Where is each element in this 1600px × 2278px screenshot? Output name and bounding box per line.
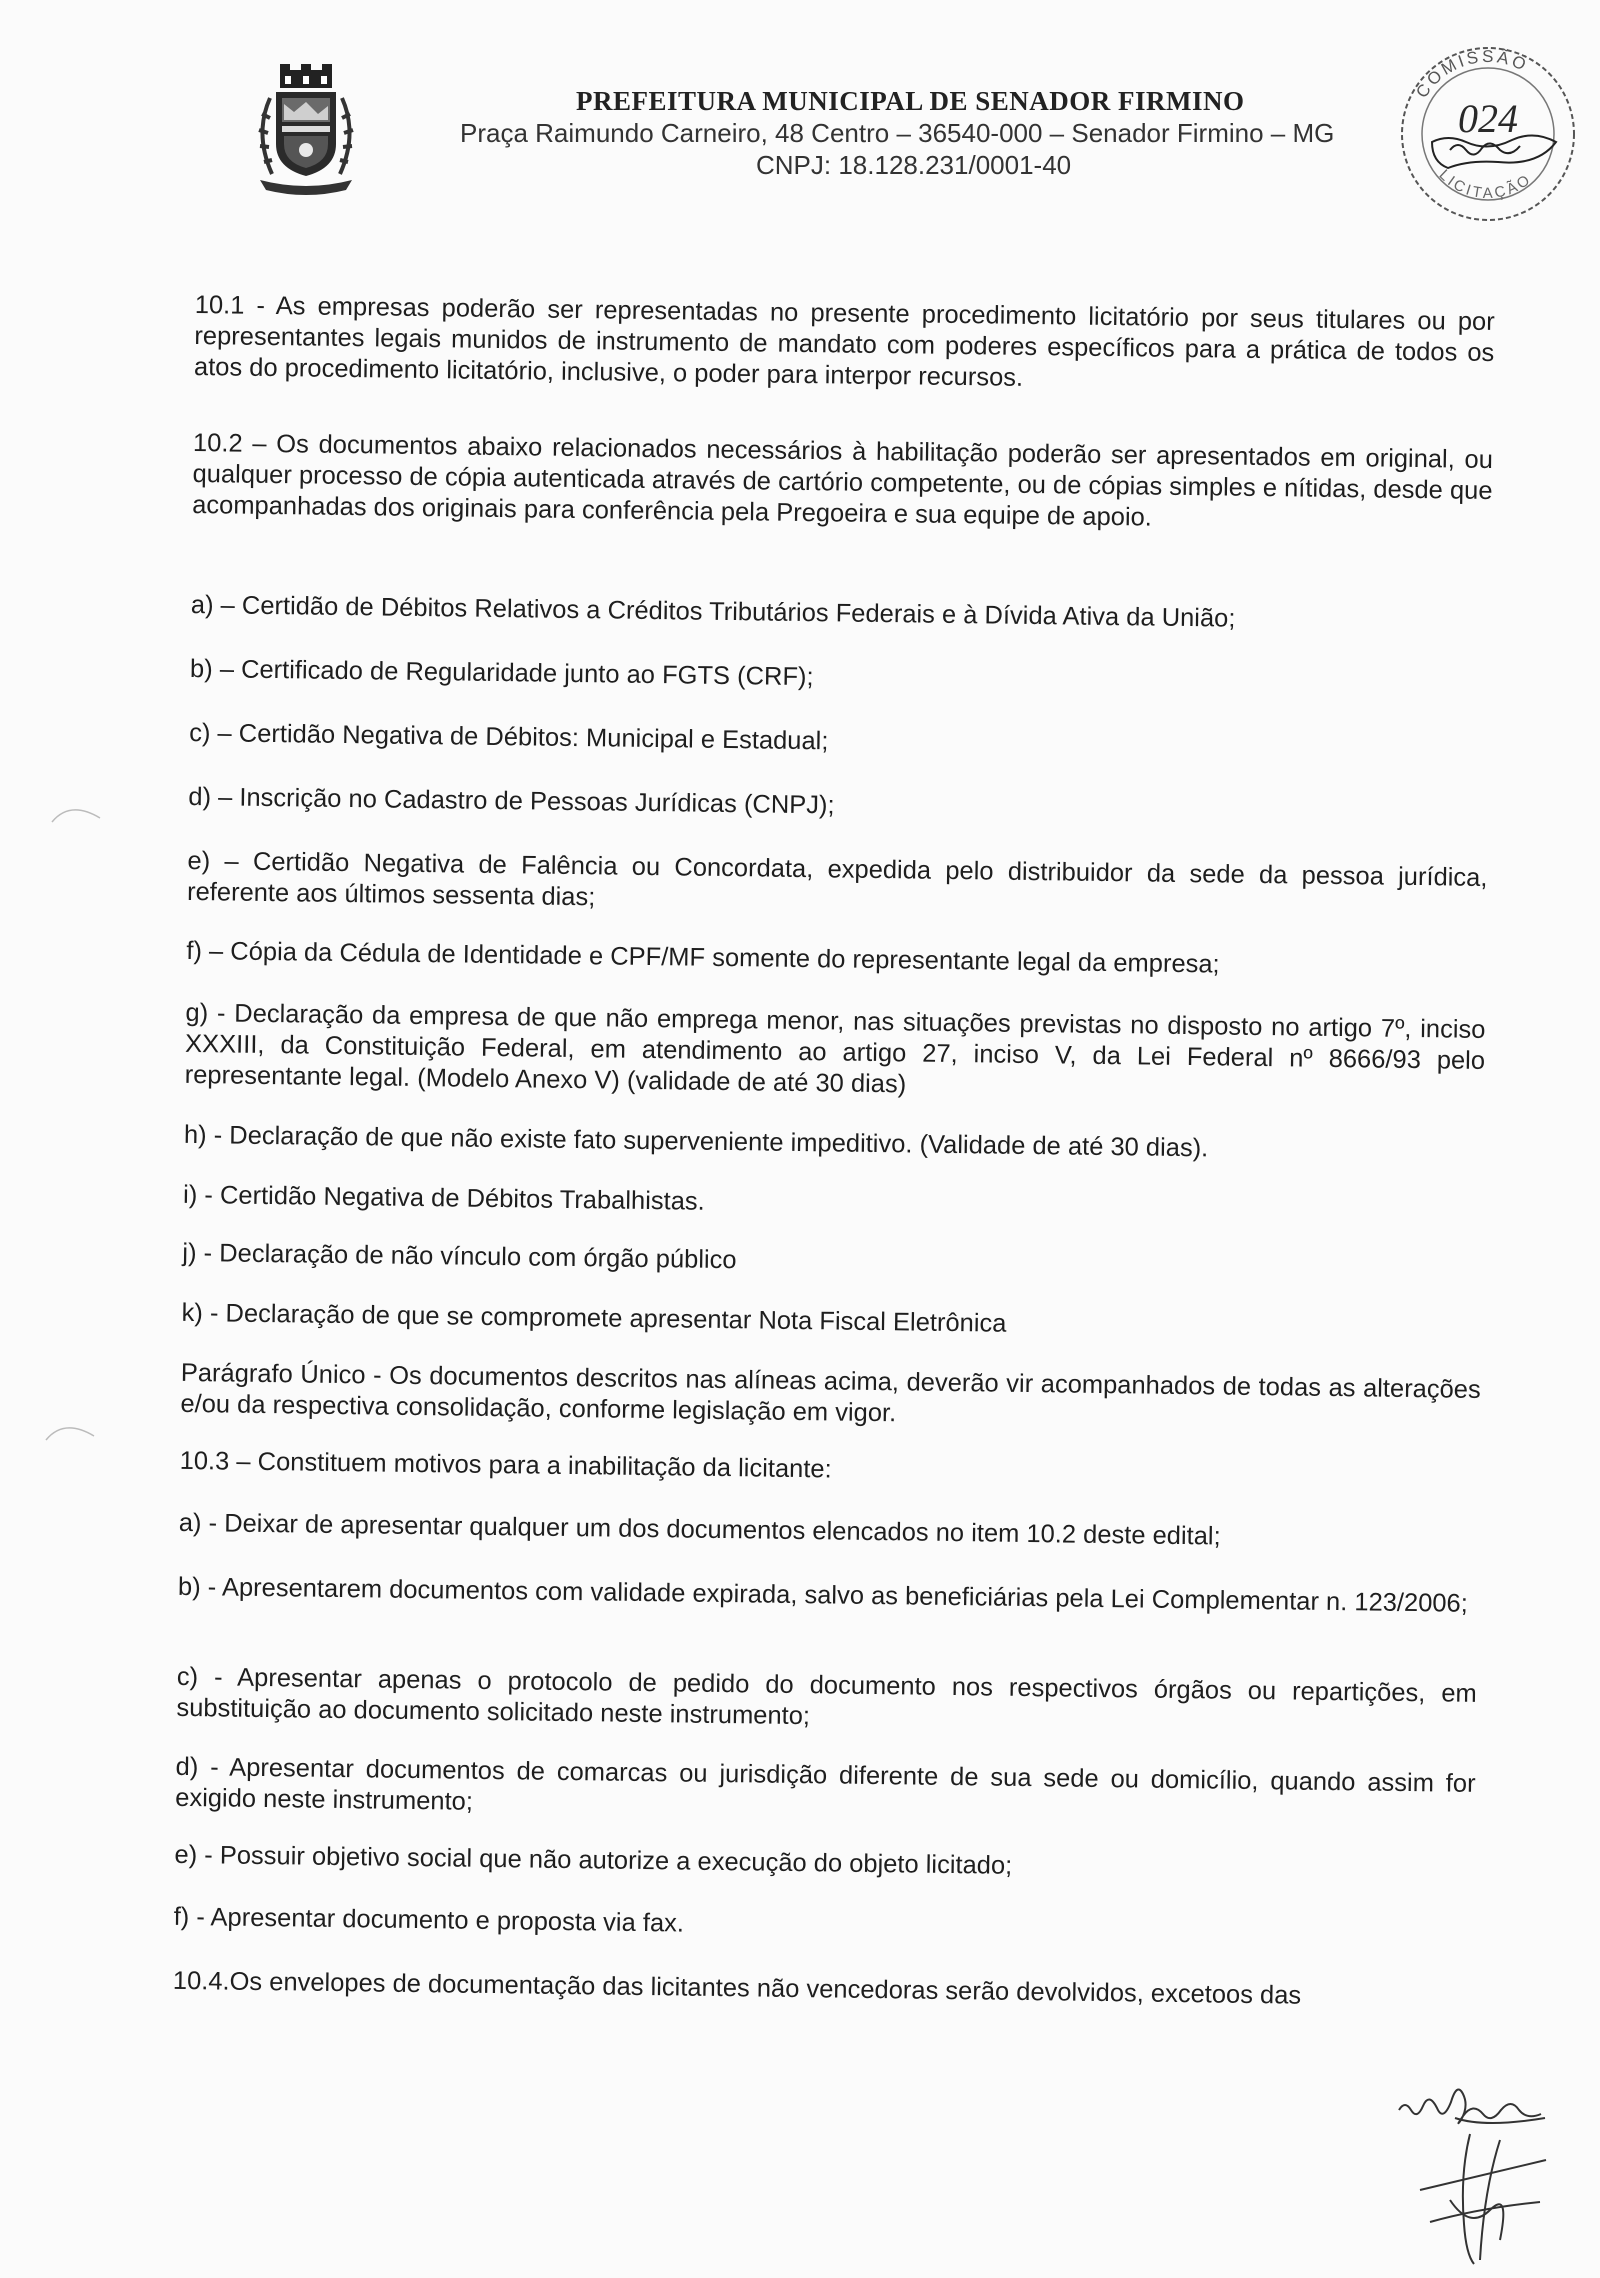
letterhead [0,0,1600,220]
list-item: c) - Apresentar apenas o protocolo de pedido do documento nos respectivos órgãos ou repartições, em substituição ao documento solicitado neste instrumento; [176,1662,1477,1731]
stamp-number: 024 [1458,96,1518,141]
stamp-text-bottom: LICITAÇÃO [1435,166,1536,202]
list-item: j) - Declaração de não vínculo com órgão público [182,1238,737,1275]
list-item: b) – Certificado de Regularidade junto ao FGTS (CRF); [189,654,814,692]
svg-text:COMISSÃO [1412,47,1531,101]
list-item: g) - Declaração da empresa de que não emprega menor, nas situações previstas no disposto no artigo 7º, inciso XXXIII, da Constituição Federal, em atendimento ao artigo 27, inciso V, da Lei Federal nº 8666/93 pelo representante legal. (Modelo Anexo V) (validade de até 30 dias) [184,998,1486,1099]
list-item: i) - Certidão Negativa de Débitos Trabalhistas. [182,1180,705,1216]
list-item: a) – Certidão de Débitos Relativos a Créditos Tributários Federais e à Dívida Ativa da União; [190,590,1236,633]
clause-10-4: 10.4.Os envelopes de documentação das licitantes não vencedoras serão devolvidos, excetoos das [172,1966,1302,2010]
list-item: d) - Apresentar documentos de comarcas ou jurisdição diferente de sua sede ou domicílio, quando assim for exigido neste instrumento; [175,1752,1476,1816]
list-item: f) – Cópia da Cédula de Identidade e CPF/MF somente do representante legal da empresa; [186,936,1220,979]
organization-cnpj: CNPJ: 18.128.231/0001-40 [756,150,1072,180]
list-item: k) - Declaração de que se compromete apresentar Nota Fiscal Eletrônica [181,1298,1007,1338]
organization-name: PREFEITURA MUNICIPAL DE SENADOR FIRMINO [576,86,1245,116]
hole-punch-mark [48,796,108,826]
clause-10-3: 10.3 – Constituem motivos para a inabilitação da licitante: [179,1446,832,1484]
clause-10-1: 10.1 - As empresas poderão ser representadas no presente procedimento licitatório por seus titulares ou por representantes legais munidos de instrumento de mandato com poderes específicos para a prática de todos os atos do procedimento licitatório, inclusive, o poder para interpor recursos. [193,290,1495,392]
clause-10-2: 10.2 – Os documentos abaixo relacionados necessários à habilitação poderão ser apresentados em original, ou qualquer processo de cópia autenticada através de cartório competente, ou de cópias simples e nítidas, desde que acompanhadas dos originais para conferência pela Pregoeira e sua equipe de apoio. [192,428,1494,532]
document-body [172,290,1495,2010]
municipal-crest-logo [250,64,362,196]
list-item: a) - Deixar de apresentar qualquer um dos documentos elencados no item 10.2 deste edital; [178,1508,1221,1551]
svg-text:LICITAÇÃO [1436,166,1536,202]
list-item: f) - Apresentar documento e proposta via fax. [173,1902,685,1938]
commission-stamp [1388,38,1588,228]
list-item: c) – Certidão Negativa de Débitos: Municipal e Estadual; [189,718,829,756]
list-item: h) - Declaração de que não existe fato superveniente impeditivo. (Validade de até 30 dias). [183,1120,1209,1163]
hole-punch-mark [42,1414,102,1444]
list-item: e) - Possuir objetivo social que não autorize a execução do objeto licitado; [174,1840,1013,1880]
list-item: b) - Apresentarem documentos com validade expirada, salvo as beneficiárias pela Lei Complementar n. 123/2006; [177,1572,1469,1618]
stamp-text-top: COMISSÃO [1412,46,1532,102]
organization-address: Praça Raimundo Carneiro, 48 Centro – 36540-000 – Senador Firmino – MG [460,118,1335,148]
paragrafo-unico: Parágrafo Único - Os documentos descritos nas alíneas acima, deverão vir acompanhados de todas as alterações e/ou da respectiva consolidação, conforme legislação em vigor. [180,1358,1481,1428]
list-item: d) – Inscrição no Cadastro de Pessoas Jurídicas (CNPJ); [188,782,835,820]
list-item: e) – Certidão Negativa de Falência ou Concordata, expedida pelo distribuidor da sede da pessoa jurídica, referente aos últimos sessenta dias; [186,846,1488,912]
handwritten-rubric [1400,2130,1550,2270]
